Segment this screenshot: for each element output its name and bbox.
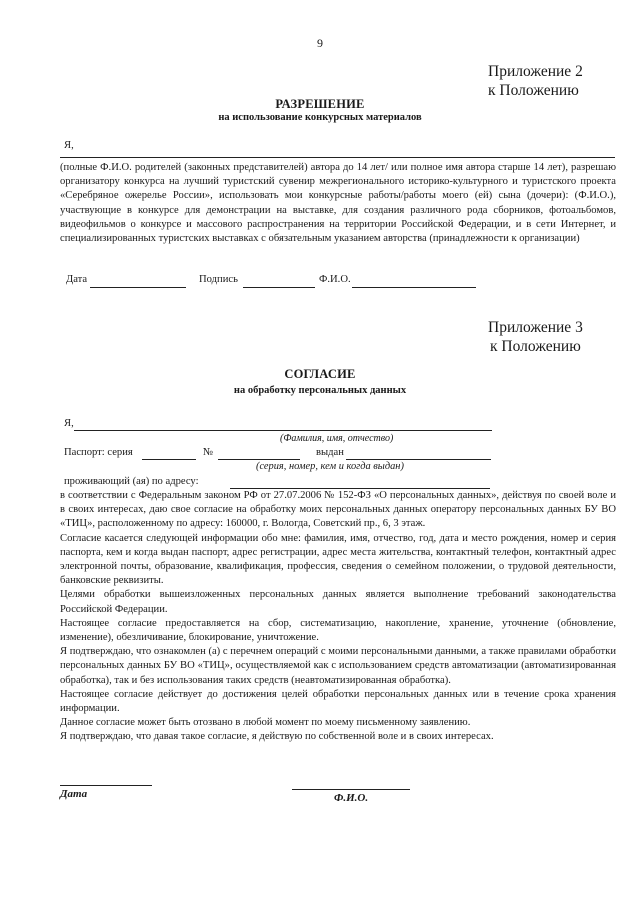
consent-paragraph-revoke: Данное согласие может быть отозвано в любой момент по моему письменному заявлению. — [60, 717, 471, 729]
permission-body: (полные Ф.И.О. родителей (законных представителей) автора до 14 лет/ или полное имя автора старше 14 лет), разрешаю организатору конкурса на лучший туристский сувенир межрегионального историко-культурного и туристского проекта «Серебряное ожерелье России», использовать мои конкурсные работы/работы моего (ей) сына (дочери): (Ф.И.О.), участвующие в конкурсе для демонстрации на выставке, для создания различного рода сборников, фотоальбомов, видеофильмов о конкурсе и массового распространения на территории Российской Федерации, и в сети Интернет, и специализированных туристских выставках с обязательным указанием авторства (принадлежности к организации) — [60, 162, 616, 245]
passport-issued-label: выдан — [316, 447, 344, 458]
passport-number-line — [218, 459, 300, 460]
consent-name-line — [74, 430, 492, 431]
permission-ya: Я, — [64, 140, 74, 151]
permission-fio-label: Ф.И.О. — [319, 274, 351, 285]
permission-fio-line — [352, 287, 476, 288]
permission-title: РАЗРЕШЕНИЕ — [275, 97, 365, 111]
appendix-2-header — [488, 62, 583, 100]
consent-body — [60, 489, 616, 745]
consent-fio-hint: (Фамилия, имя, отчество) — [280, 433, 394, 444]
permission-signature-label: Подпись — [199, 274, 238, 285]
consent-fio-line — [292, 789, 410, 790]
consent-paragraph-term: Настоящее согласие действует до достижения целей обработки персональных данных или в течение срока хранения информации. — [60, 688, 616, 715]
passport-series-line — [142, 459, 196, 460]
appendix-3-header — [488, 318, 583, 356]
permission-name-line — [60, 157, 615, 158]
consent-paragraph-confirm: Я подтверждаю, что ознакомлен (а) с перечнем операций с моими персональными данными, а также правилами обработки персональных данных БУ ВО «ТИЦ», осуществляемой как с использованием средств автоматизации (автоматизированная обработка), так и без использования таких средств (неавтоматизированная обработка). — [60, 646, 616, 686]
passport-number-label: № — [203, 447, 214, 458]
consent-ya: Я, — [64, 418, 74, 429]
consent-date-line — [60, 785, 152, 786]
consent-paragraph-will: Я подтверждаю, что давая такое согласие, я действую по собственной воле и в своих интересах. — [60, 731, 494, 743]
permission-date-label: Дата — [66, 274, 88, 285]
consent-paragraph-operations: Настоящее согласие предоставляется на сбор, систематизацию, накопление, хранение, уточнение (обновление, изменение), обезличивание, блокирование, уничтожение. — [60, 617, 616, 644]
consent-date-label: Дата — [60, 788, 88, 800]
passport-hint: (серия, номер, кем и когда выдан) — [256, 461, 404, 472]
appendix-2-label: Приложение 2 — [488, 63, 583, 80]
address-label: проживающий (ая) по адресу: — [64, 476, 199, 487]
appendix-3-label: Приложение 3 — [488, 319, 583, 336]
appendix-3-regulation: к Положению — [490, 338, 581, 355]
consent-paragraph-info: Согласие касается следующей информации обо мне: фамилия, имя, отчество, год, дата и место рождения, номер и серия паспорта, кем и когда выдан паспорт, адрес регистрации, адрес места жительства, контактный телефон, контактный адрес электронной почты, образование, квалификация, профессия, сведения о семейном положении, о трудовой деятельности, банковские реквизиты. — [60, 532, 616, 587]
consent-fio-label: Ф.И.О. — [334, 792, 369, 804]
passport-series-label: Паспорт: серия — [64, 447, 133, 458]
permission-date-line — [90, 287, 186, 288]
page-number: 9 — [317, 36, 323, 50]
consent-subtitle: на обработку персональных данных — [233, 385, 407, 396]
appendix-2-regulation: к Положению — [488, 82, 579, 99]
consent-paragraph-purpose: Целями обработки вышеизложенных персональных данных является выполнение требований законодательства Российской Федерации. — [60, 589, 616, 615]
consent-paragraph-law: в соответствии с Федеральным законом РФ от 27.07.2006 № 152-ФЗ «О персональных данных», действуя по своей воле и в своих интересах, даю свое согласие на обработку моих персональных данных оператору персональных данных БУ ВО «ТИЦ», расположенному по адресу: 160000, г. Вологда, Советский пр., 6, 3 этаж. — [60, 490, 616, 530]
consent-title: СОГЛАСИЕ — [284, 367, 356, 381]
permission-subtitle: на использование конкурсных материалов — [218, 112, 422, 123]
permission-signature-line — [243, 287, 315, 288]
passport-issued-line — [346, 459, 491, 460]
